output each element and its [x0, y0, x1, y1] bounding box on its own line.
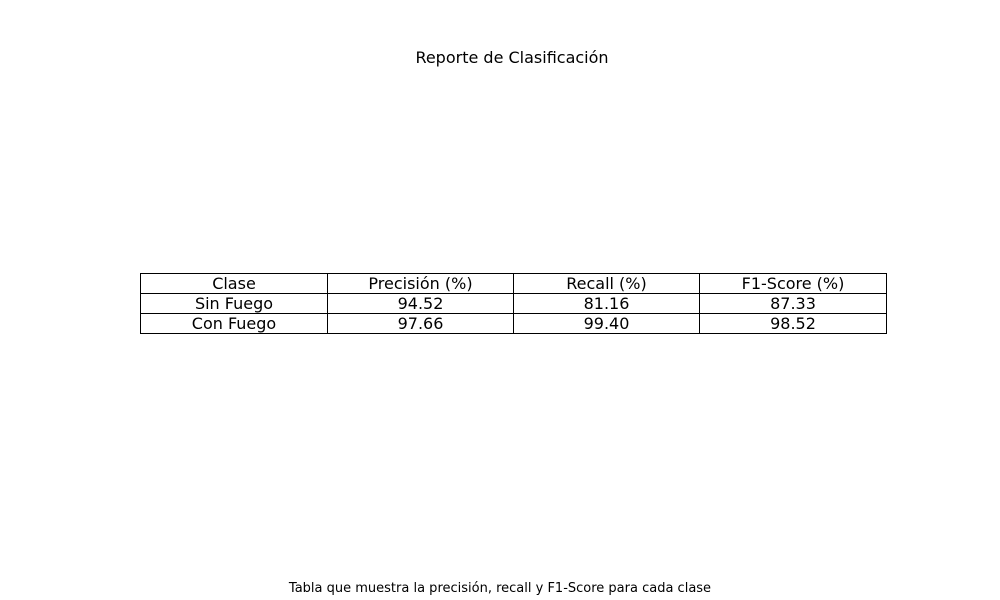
cell-sin-fuego-precision: 94.52: [328, 294, 514, 314]
table-row-con-fuego: [141, 314, 887, 334]
classification-table-container: [140, 273, 886, 334]
chart-caption: Tabla que muestra la precisión, recall y F1-Score para cada clase: [288, 581, 712, 596]
classification-table: [140, 273, 887, 334]
cell-sin-fuego-clase: Sin Fuego: [141, 294, 328, 314]
cell-con-fuego-clase: Con Fuego: [141, 314, 328, 334]
header-cell-precision: Precisión (%): [328, 274, 514, 294]
chart-title: Reporte de Clasificación: [415, 48, 609, 67]
header-cell-clase: Clase: [141, 274, 328, 294]
cell-con-fuego-precision: 97.66: [328, 314, 514, 334]
cell-con-fuego-f1-score: 98.52: [700, 314, 887, 334]
header-cell-f1-score: F1-Score (%): [700, 274, 887, 294]
header-cell-recall: Recall (%): [514, 274, 700, 294]
cell-sin-fuego-f1-score: 87.33: [700, 294, 887, 314]
cell-sin-fuego-recall: 81.16: [514, 294, 700, 314]
table-row-sin-fuego: [141, 294, 887, 314]
cell-con-fuego-recall: 99.40: [514, 314, 700, 334]
table-header-row: [141, 274, 887, 294]
